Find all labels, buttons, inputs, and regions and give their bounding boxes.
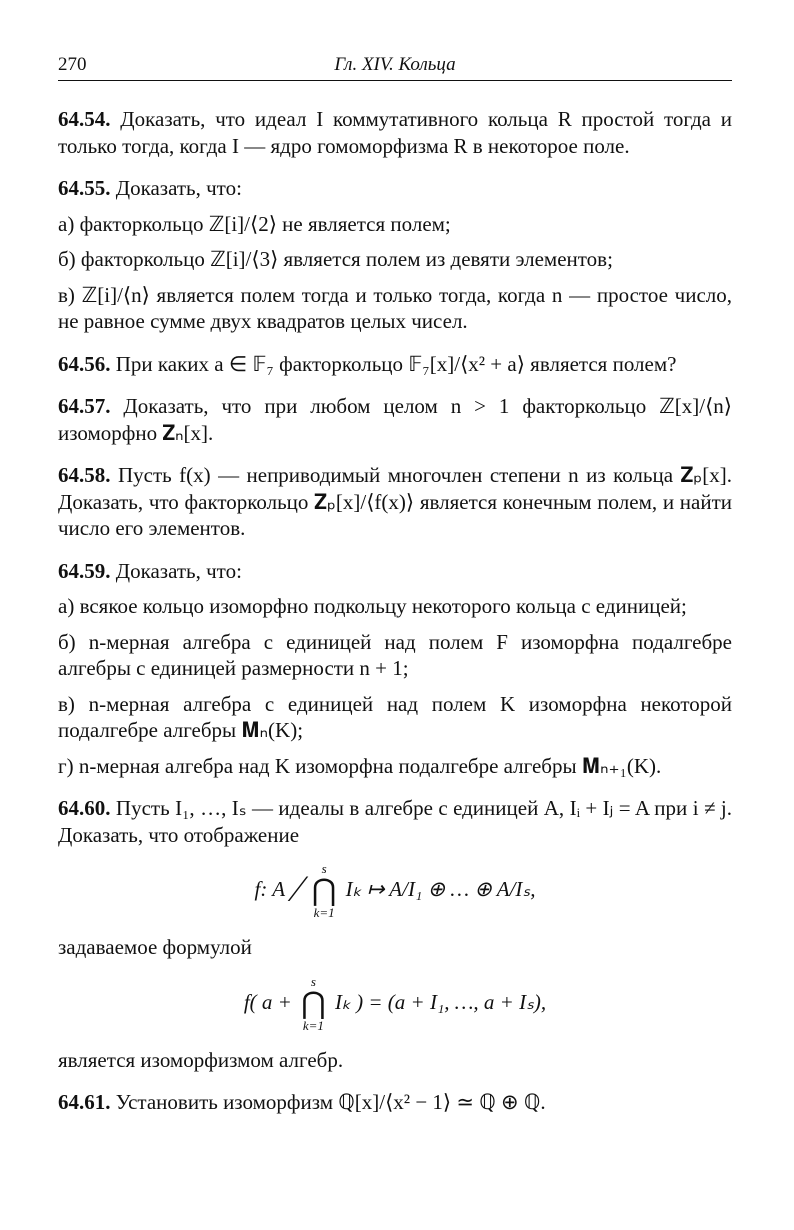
display-formula-map — [58, 862, 732, 920]
problem-text: Пусть I₁, …, Iₛ — идеалы в алгебре с единицей A, Iᵢ + Iⱼ = A при i ≠ j. Доказать, что отображение — [58, 796, 732, 847]
problem-64-56 — [58, 351, 732, 378]
lower-limit: k=1 — [313, 905, 335, 920]
problem-64-59 — [58, 558, 732, 585]
big-intersection — [301, 975, 326, 1033]
formula-right: Iₖ ) = (a + I₁, …, a + Iₛ), — [334, 989, 547, 1014]
problem-item: а) всякое кольцо изоморфно подкольцу некоторого кольца с единицей; — [58, 594, 687, 618]
problem-item: б) n-мерная алгебра с единицей над полем F изоморфна подалгебре алгебры с единицей размерности n + 1; — [58, 629, 732, 680]
intersection-symbol: ⋂ — [301, 986, 326, 1020]
formula-right: Iₖ ↦ A/I₁ ⊕ … ⊕ A/Iₛ, — [345, 876, 536, 901]
problem-item: г) n-мерная алгебра над K изоморфна подалгебре алгебры 𝐌ₙ₊₁(K). — [58, 753, 662, 778]
problem-64-61 — [58, 1089, 732, 1116]
problem-item: в) ℤ[i]/⟨n⟩ является полем тогда и только тогда, когда n — простое число, не равное сумме двух квадратов целых чисел. — [58, 282, 732, 333]
running-header — [58, 52, 732, 81]
problem-64-54 — [58, 106, 732, 159]
problem-item: б) факторкольцо ℤ[i]/⟨3⟩ является полем из девяти элементов; — [58, 247, 613, 271]
problem-number: 64.56. — [58, 351, 111, 376]
upper-limit: s — [310, 973, 316, 989]
problem-number: 64.59. — [58, 558, 111, 583]
intersection-symbol: ⋂ — [311, 874, 337, 907]
problem-number: 64.58. — [58, 463, 111, 487]
formula-left: f( a + — [243, 989, 292, 1014]
problem-item: а) факторкольцо ℤ[i]/⟨2⟩ не является полем; — [58, 211, 451, 236]
problem-text: Установить изоморфизм ℚ[x]/⟨x² − 1⟩ ≃ ℚ ⊕ ℚ. — [115, 1090, 546, 1114]
problem-number: 64.57. — [58, 394, 111, 418]
problem-text: Пусть f(x) — неприводимый многочлен степени n из кольца 𝐙ₚ[x]. Доказать, что факторкольцо 𝐙ₚ[x]/⟨f(x)⟩ является конечным полем, и найти число его элементов. — [58, 463, 732, 540]
problem-64-57 — [58, 393, 732, 446]
problem-text: Доказать, что идеал I коммутативного кольца R простой тогда и только тогда, когда I — ядро гомоморфизма R в некоторое поле. — [58, 107, 733, 158]
display-formula-definition — [58, 975, 732, 1033]
problem-number: 64.55. — [58, 176, 111, 200]
big-intersection — [312, 862, 337, 920]
formula-left: f: A ╱ — [254, 876, 303, 901]
lower-limit: k=1 — [302, 1017, 324, 1033]
page-number: 270 — [58, 54, 87, 75]
problem-text: Доказать, что: — [115, 558, 242, 583]
problem-64-55 — [58, 175, 732, 202]
problem-64-60 — [58, 795, 732, 848]
chapter-title: Гл. XIV. Кольца — [334, 54, 456, 75]
text-line: задаваемое формулой — [58, 935, 252, 959]
upper-limit: s — [321, 861, 327, 876]
text-line: является изоморфизмом алгебр. — [58, 1047, 344, 1072]
book-page — [58, 52, 732, 1116]
problem-text: При каких a ∈ 𝔽₇ факторкольцо 𝔽₇[x]/⟨x² + a⟩ является полем? — [115, 351, 677, 376]
problem-text: Доказать, что при любом целом n > 1 факторкольцо ℤ[x]/⟨n⟩ изоморфно 𝐙ₙ[x]. — [58, 394, 733, 445]
problem-number: 64.54. — [58, 107, 111, 131]
problem-number: 64.61. — [58, 1090, 111, 1114]
problem-text: Доказать, что: — [115, 176, 242, 200]
problem-64-58 — [58, 462, 732, 542]
problem-number: 64.60. — [58, 796, 111, 820]
problem-item: в) n-мерная алгебра с единицей над полем K изоморфна некоторой подалгебре алгебры 𝐌ₙ(K); — [58, 691, 732, 742]
